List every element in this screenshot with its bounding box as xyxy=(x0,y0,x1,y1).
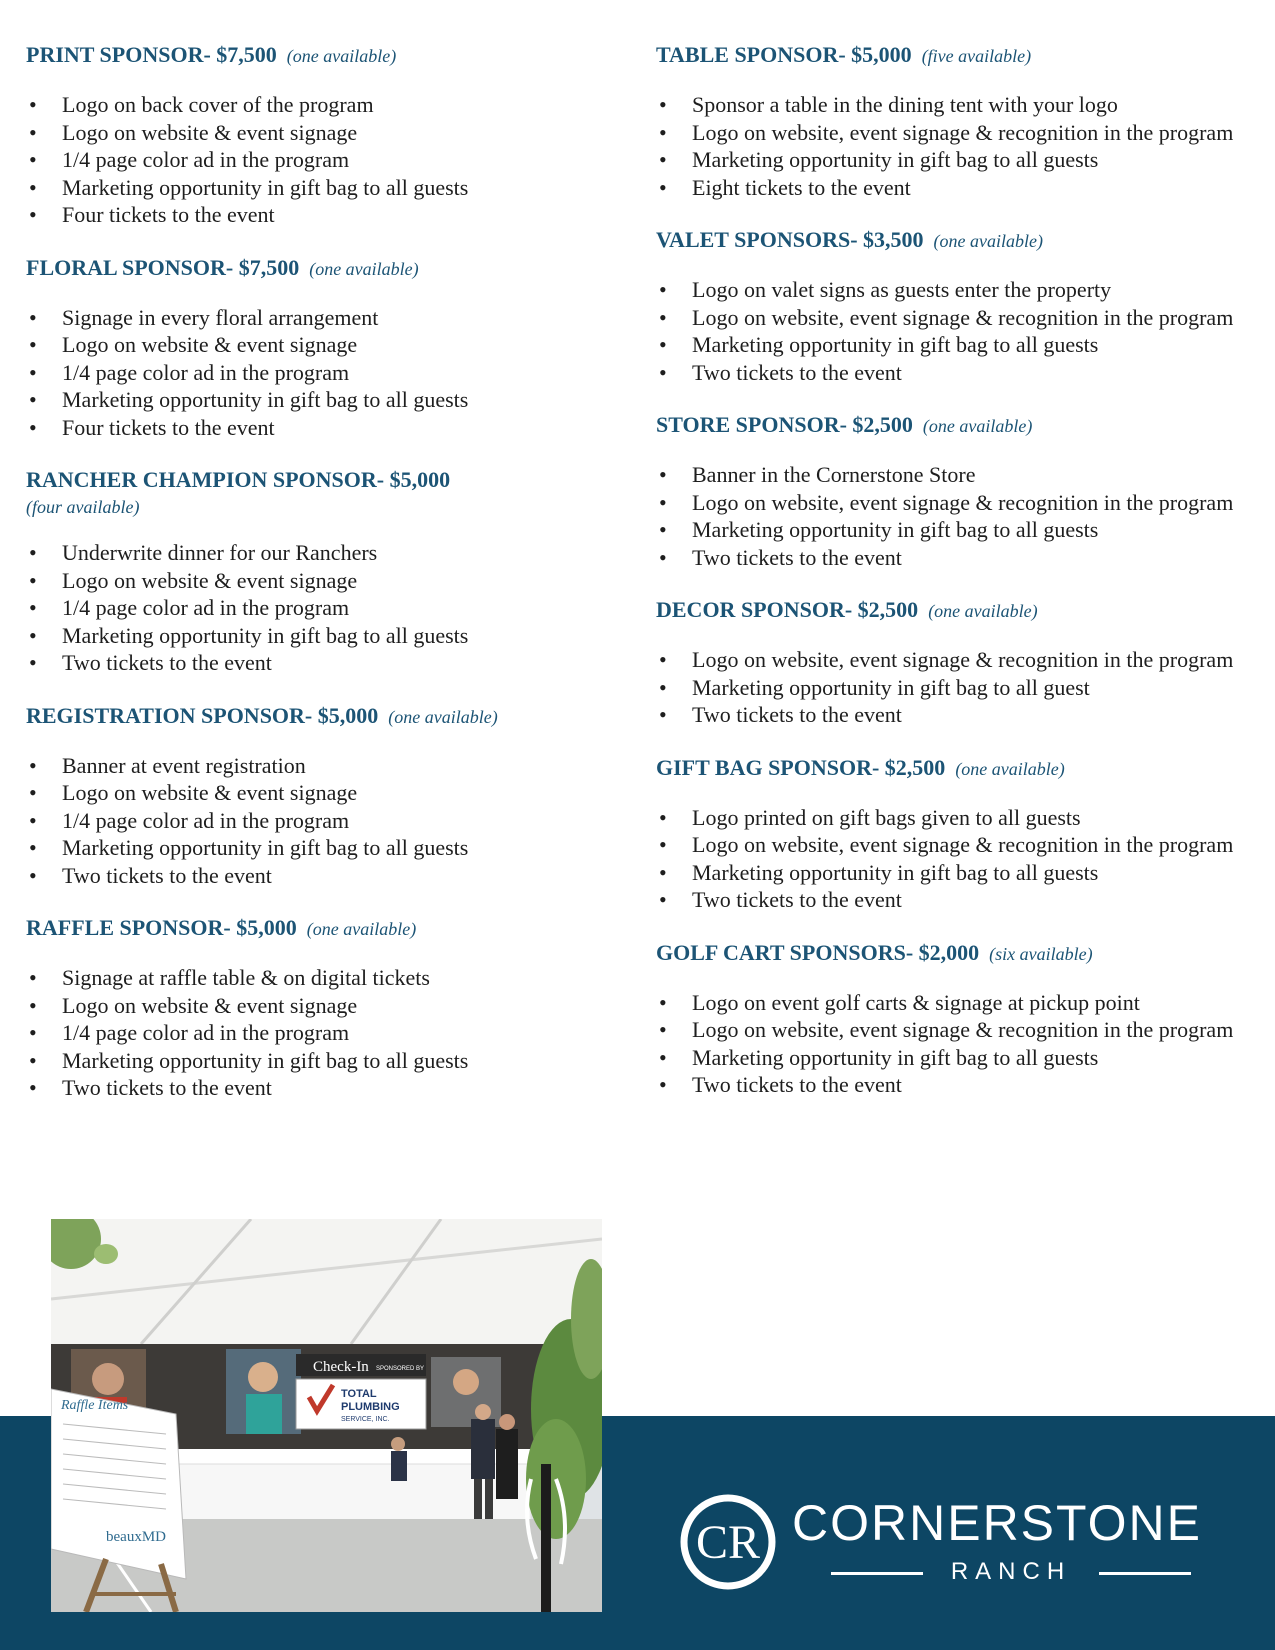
sponsor-title: PRINT SPONSOR- $7,500 xyxy=(26,42,277,67)
benefit-item: • Banner in the Cornerstone Store xyxy=(656,461,1256,489)
brand-name: CORNERSTONE xyxy=(792,1495,1203,1551)
benefit-item: • 1/4 page color ad in the program xyxy=(26,594,586,622)
benefit-list xyxy=(26,539,586,677)
benefit-item: • Underwrite dinner for our Ranchers xyxy=(26,539,586,567)
benefit-item: • Marketing opportunity in gift bag to all guests xyxy=(656,331,1256,359)
sponsor-gift-bag xyxy=(656,753,1256,914)
benefit-item: • Logo on website & event signage xyxy=(26,119,586,147)
benefit-item: • Marketing opportunity in gift bag to all guests xyxy=(656,516,1256,544)
sponsor-availability: (one available) xyxy=(306,919,417,939)
sponsor-table xyxy=(656,40,1256,201)
benefit-item: • Two tickets to the event xyxy=(26,862,586,890)
benefit-item: • Signage at raffle table & on digital tickets xyxy=(26,964,586,992)
sponsor-availability: (four available) xyxy=(26,497,140,517)
benefit-item: • Logo on back cover of the program xyxy=(26,91,586,119)
benefit-item: • Two tickets to the event xyxy=(656,544,1256,572)
sponsor-title: DECOR SPONSOR- $2,500 xyxy=(656,597,919,622)
benefit-item: • Marketing opportunity in gift bag to all guests xyxy=(26,1047,586,1075)
sponsor-title: STORE SPONSOR- $2,500 xyxy=(656,412,913,437)
plumbing-line1: TOTAL xyxy=(341,1388,377,1400)
benefit-item: • Marketing opportunity in gift bag to all guests xyxy=(26,386,586,414)
benefit-list xyxy=(656,276,1256,386)
sponsor-availability: (one available) xyxy=(922,416,1033,436)
sponsor-decor xyxy=(656,595,1256,729)
sponsor-floral xyxy=(26,253,586,442)
benefit-list xyxy=(26,304,586,442)
benefit-item: • Four tickets to the event xyxy=(26,201,586,229)
benefit-item: • Logo on website, event signage & recognition in the program xyxy=(656,646,1256,674)
benefit-list xyxy=(656,646,1256,729)
sponsor-raffle xyxy=(26,913,586,1102)
sponsor-golf-cart xyxy=(656,938,1256,1099)
brand-rule-right xyxy=(1099,1572,1191,1575)
sponsor-title: REGISTRATION SPONSOR- $5,000 xyxy=(26,702,379,728)
sponsor-print xyxy=(26,40,586,229)
benefit-item: • Four tickets to the event xyxy=(26,414,586,442)
benefit-list xyxy=(656,989,1256,1099)
plumbing-line2: PLUMBING xyxy=(341,1401,400,1413)
sponsor-heading xyxy=(26,40,586,71)
plumbing-line3: SERVICE, INC. xyxy=(341,1416,390,1423)
sponsor-heading xyxy=(26,701,586,732)
benefit-item: • Marketing opportunity in gift bag to all guests xyxy=(656,146,1256,174)
benefit-item: • Logo printed on gift bags given to all guests xyxy=(656,804,1256,832)
checkin-sign: Check-In xyxy=(313,1359,369,1375)
benefit-list xyxy=(26,964,586,1102)
benefit-item: • Logo on website, event signage & recognition in the program xyxy=(656,304,1256,332)
sponsor-heading xyxy=(656,938,1256,969)
benefit-item: • Logo on valet signs as guests enter the property xyxy=(656,276,1256,304)
benefit-item: • Signage in every floral arrangement xyxy=(26,304,586,332)
benefit-list xyxy=(26,752,586,890)
benefit-item: • Two tickets to the event xyxy=(656,886,1256,914)
sponsored-by-text: SPONSORED BY xyxy=(376,1366,425,1372)
monogram-letters: CR xyxy=(695,1516,761,1569)
sponsor-title: TABLE SPONSOR- $5,000 xyxy=(656,42,912,67)
sponsor-availability: (one available) xyxy=(286,46,397,66)
benefit-item: • 1/4 page color ad in the program xyxy=(26,146,586,174)
benefit-item: • Logo on website & event signage xyxy=(26,567,586,595)
sponsor-heading xyxy=(656,225,1256,256)
sponsor-availability: (one available) xyxy=(388,706,498,727)
cr-monogram-icon xyxy=(676,1490,781,1595)
benefit-item: • Two tickets to the event xyxy=(656,1071,1256,1099)
sponsor-column-left xyxy=(26,40,586,1126)
sponsor-title: GOLF CART SPONSORS- $2,000 xyxy=(656,939,980,965)
benefit-item: • Logo on website & event signage xyxy=(26,779,586,807)
sponsor-store xyxy=(656,410,1256,571)
sponsor-heading xyxy=(656,410,1256,441)
benefit-item: • Two tickets to the event xyxy=(26,649,586,677)
sponsor-title: VALET SPONSORS- $3,500 xyxy=(656,227,924,252)
benefit-list xyxy=(656,804,1256,914)
benefit-item: • 1/4 page color ad in the program xyxy=(26,807,586,835)
sponsor-title: RAFFLE SPONSOR- $5,000 xyxy=(26,915,297,940)
benefit-item: • Marketing opportunity in gift bag to all guests xyxy=(656,1044,1256,1072)
benefit-list xyxy=(656,461,1256,571)
easel-brand: beauxMD xyxy=(106,1529,166,1545)
brand-sub-wrap xyxy=(831,1558,1191,1588)
sponsor-registration xyxy=(26,701,586,890)
sponsor-availability: (five available) xyxy=(921,46,1032,66)
benefit-item: • 1/4 page color ad in the program xyxy=(26,1019,586,1047)
benefit-list xyxy=(656,91,1256,201)
benefit-item: • Marketing opportunity in gift bag to all guests xyxy=(26,834,586,862)
sponsor-valet xyxy=(656,225,1256,386)
benefit-item: • Logo on website, event signage & recognition in the program xyxy=(656,489,1256,517)
benefit-item: • Marketing opportunity in gift bag to all guests xyxy=(26,622,586,650)
sponsor-rancher-champion xyxy=(26,465,586,677)
benefit-item: • Sponsor a table in the dining tent with your logo xyxy=(656,91,1256,119)
benefit-item: • Logo on website, event signage & recognition in the program xyxy=(656,1016,1256,1044)
benefit-item: • Logo on website, event signage & recognition in the program xyxy=(656,119,1256,147)
benefit-list xyxy=(26,91,586,229)
event-photo-illustration xyxy=(51,1219,602,1612)
benefit-item: • Marketing opportunity in gift bag to all guests xyxy=(26,174,586,202)
sponsor-availability: (one available) xyxy=(955,758,1065,779)
sponsor-title: RANCHER CHAMPION SPONSOR- $5,000 xyxy=(26,467,451,492)
benefit-item: • Logo on event golf carts & signage at pickup point xyxy=(656,989,1256,1017)
sponsor-availability: (one available) xyxy=(309,258,419,279)
sponsor-heading xyxy=(26,913,586,944)
benefit-item: • Marketing opportunity in gift bag to all guest xyxy=(656,674,1256,702)
sponsor-title: GIFT BAG SPONSOR- $2,500 xyxy=(656,754,946,780)
brand-sub: RANCH xyxy=(950,1558,1072,1585)
benefit-item: • Logo on website, event signage & recognition in the program xyxy=(656,831,1256,859)
event-photo xyxy=(51,1219,602,1612)
benefit-item: • Two tickets to the event xyxy=(656,701,1256,729)
benefit-item: • Two tickets to the event xyxy=(26,1074,586,1102)
sponsor-heading xyxy=(656,40,1256,71)
benefit-item: • Banner at event registration xyxy=(26,752,586,780)
benefit-item: • Logo on website & event signage xyxy=(26,331,586,359)
sponsor-availability: (one available) xyxy=(928,601,1038,621)
sponsor-heading xyxy=(26,465,586,519)
benefit-item: • Marketing opportunity in gift bag to all guests xyxy=(656,859,1256,887)
benefit-item: • Logo on website & event signage xyxy=(26,992,586,1020)
benefit-item: • 1/4 page color ad in the program xyxy=(26,359,586,387)
sponsor-availability: (one available) xyxy=(933,231,1044,251)
sponsor-column-right xyxy=(656,40,1256,1123)
sponsor-availability: (six available) xyxy=(989,943,1093,964)
sponsor-heading xyxy=(656,753,1256,784)
easel-title: Raffle Items xyxy=(61,1398,129,1413)
benefit-item: • Two tickets to the event xyxy=(656,359,1256,387)
sponsor-title: FLORAL SPONSOR- $7,500 xyxy=(26,254,300,280)
sponsor-heading xyxy=(656,595,1256,626)
sponsor-heading xyxy=(26,253,586,284)
cornerstone-ranch-logo xyxy=(676,1490,1216,1600)
benefit-item: • Eight tickets to the event xyxy=(656,174,1256,202)
